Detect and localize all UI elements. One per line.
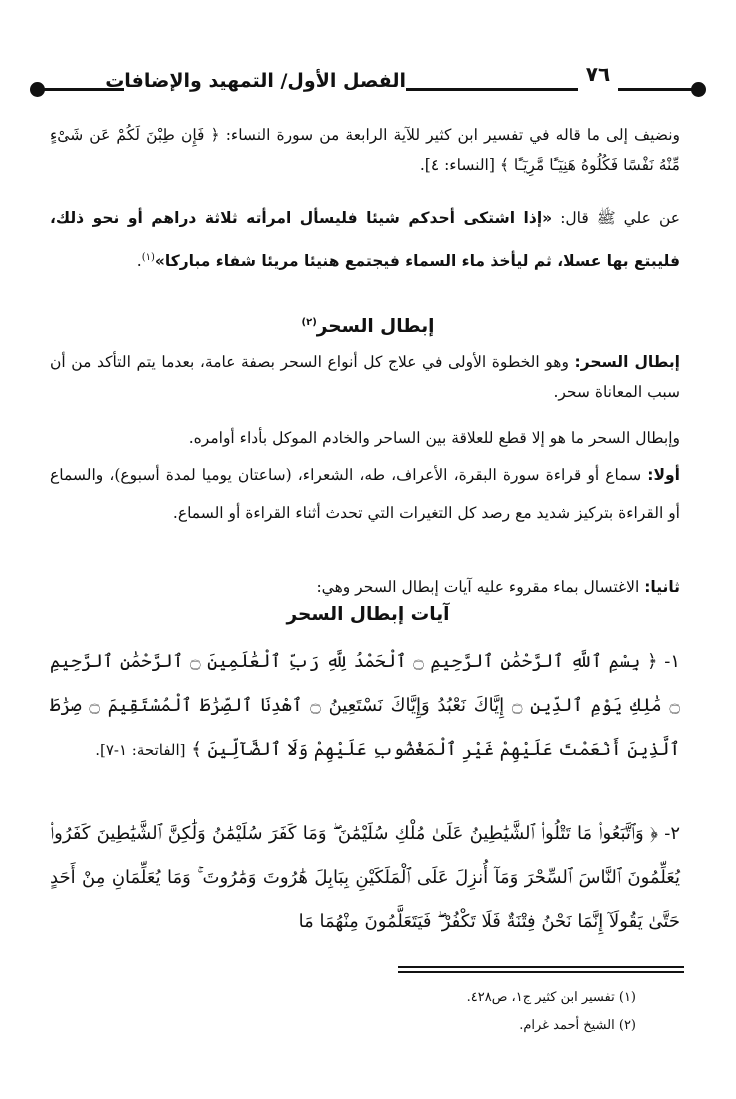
running-header xyxy=(30,58,706,108)
second-step-paragraph xyxy=(50,572,680,602)
first-step-paragraph xyxy=(50,456,680,532)
second-step-text: الاغتسال بماء مقروء عليه آيات إبطال السحر وهي: xyxy=(316,578,645,596)
footnote-rule-bottom xyxy=(398,971,684,973)
definition-text: وهو الخطوة الأولى في علاج كل أنواع السحر بصفة عامة، بعدما يتم التأكد من أن سبب المعاناة سحر. xyxy=(50,353,680,401)
header-right-dot xyxy=(691,82,706,97)
section-heading-ayat: آيات إبطال السحر xyxy=(286,604,450,625)
chapter-title: الفصل الأول/ التمهيد والإضافات xyxy=(105,70,406,92)
definition-paragraph xyxy=(50,347,680,407)
footnote-2: (٢) الشيخ أحمد غرام. xyxy=(519,1018,636,1033)
header-middle-rule xyxy=(406,88,578,91)
header-right-rule xyxy=(618,88,698,91)
section-heading-ibtal xyxy=(0,316,736,337)
section-heading-text: إبطال السحر xyxy=(316,316,435,337)
footnote-mark-1: (١) xyxy=(141,252,155,263)
definition-term: إبطال السحر: xyxy=(574,353,680,371)
first-step-term: أولا: xyxy=(647,466,680,484)
intro-paragraph-1: ونضيف إلى ما قاله في تفسير ابن كثير للآية الرابعة من سورة النساء: ﴿ فَإِن طِبْنَ لَكُمْ عَن شَىْءٍ مِّنْهُ نَفْسًا فَكُلُوهُ هَنِيٓـًٔا مَّرِيٓـًٔا ﴾ [النساء: ٤]. xyxy=(50,126,680,174)
first-step-text: سماع أو قراءة سورة البقرة، الأعراف، طه، الشعراء، (ساعتان يوميا لمدة أسبوع)، والسماع أو القراءة بتركيز شديد مع رصد كل التغيرات التي تحدث أثناء القراءة أو السماع. xyxy=(50,466,680,522)
hadith-text: «إذا اشتكى أحدكم شيئا فليسأل امرأته ثلاثة دراهم أو نحو ذلك، فليبتع بها عسلا، ثم ليأخذ ماء السماء فيجتمع هنيئا مريئا شفاء مباركا» xyxy=(50,209,680,271)
verse-fatiha-text: ١- ﴿ بِسْمِ ٱللَّهِ ٱلرَّحْمَٰنِ ٱلرَّحِيمِ ۝ ٱلْحَمْدُ لِلَّهِ رَبِّ ٱلْعَٰلَمِينَ ۝ ٱلرَّحْمَٰنِ ٱلرَّحِيمِ ۝ مَٰلِكِ يَوْمِ ٱلدِّينِ ۝ إِيَّاكَ نَعْبُدُ وَإِيَّاكَ نَسْتَعِينُ ۝ ٱهْدِنَا ٱلصِّرَٰطَ ٱلْمُسْتَقِيمَ ۝ صِرَٰطَ ٱلَّذِينَ أَنْعَمْتَ عَلَيْهِمْ غَيْرِ ٱلْمَغْضُوبِ عَلَيْهِمْ وَلَا ٱلضَّآلِّينَ ﴾ xyxy=(50,651,680,760)
hadith-lead: عن علي ﷺ قال: xyxy=(552,209,680,227)
hadith-end: . xyxy=(136,252,142,271)
footnote-mark-2: (٢) xyxy=(301,316,317,328)
intro-paragraph-2 xyxy=(50,198,680,281)
footnote-1: (١) تفسير ابن كثير ج١، ص٤٢٨. xyxy=(466,990,636,1005)
second-step-term: ثانيا: xyxy=(644,578,680,596)
footnote-rule-top xyxy=(398,966,684,968)
verse-fatiha-ref: [الفاتحة: ١-٧]. xyxy=(95,741,186,759)
verse-fatiha xyxy=(50,640,680,772)
page-number: ٧٦ xyxy=(585,62,611,86)
cut-relation-paragraph: وإبطال السحر ما هو إلا قطع للعلاقة بين الساحر والخادم الموكل بأداء أوامره. xyxy=(188,429,680,447)
verse-baqarah: ٢- ﴿ وَٱتَّبَعُوا۟ مَا تَتْلُوا۟ ٱلشَّيَٰطِينُ عَلَىٰ مُلْكِ سُلَيْمَٰنَ ۖ وَمَا كَفَرَ سُلَيْمَٰنُ وَلَٰكِنَّ ٱلشَّيَٰطِينَ كَفَرُوا۟ يُعَلِّمُونَ ٱلنَّاسَ ٱلسِّحْرَ وَمَآ أُنزِلَ عَلَى ٱلْمَلَكَيْنِ بِبَابِلَ هَٰرُوتَ وَمَٰرُوتَ ۚ وَمَا يُعَلِّمَانِ مِنْ أَحَدٍ حَتَّىٰ يَقُولَآ إِنَّمَا نَحْنُ فِتْنَةٌ فَلَا تَكْفُرْ ۖ فَيَتَعَلَّمُونَ مِنْهُمَا مَا xyxy=(50,823,680,932)
